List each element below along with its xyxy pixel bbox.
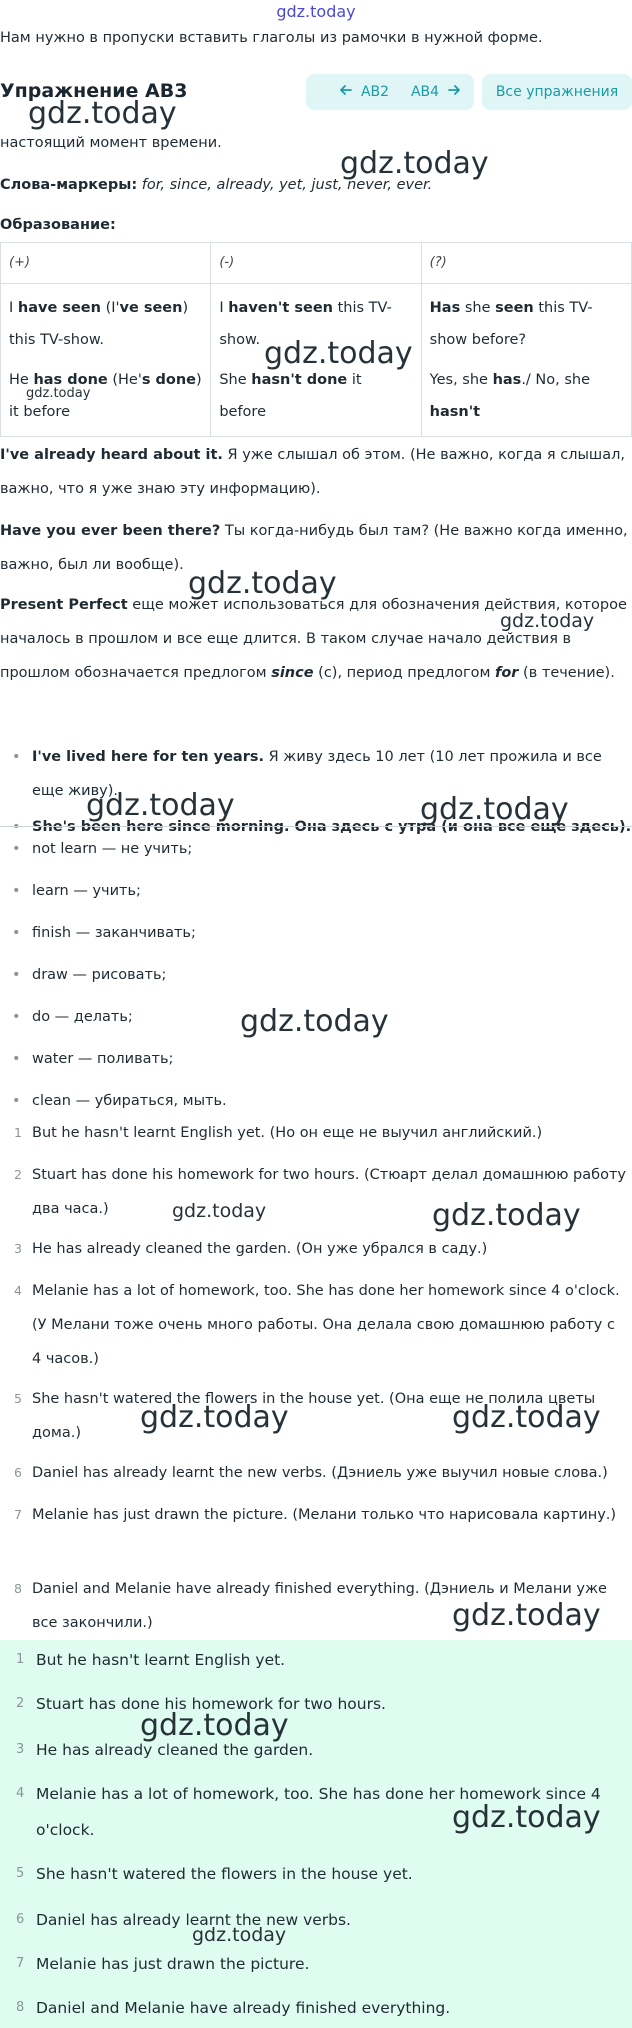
watermark: gdz.today: [452, 1800, 601, 1835]
watermark: gdz.today: [172, 1200, 267, 1222]
header-negative: (-): [211, 243, 421, 284]
table-row: [1, 284, 632, 437]
watermark: gdz.today: [188, 566, 337, 601]
positive-cell: [1, 284, 211, 437]
list-item: • I've lived here for ten years. Я живу здесь 10 лет (10 лет прожила и все еще живу).: [0, 740, 632, 810]
watermark: gdz.today: [432, 1198, 581, 1233]
watermark: gdz.today: [192, 1924, 287, 1946]
watermark: gdz.today: [140, 1400, 289, 1435]
watermark: gdz.today: [28, 96, 177, 131]
positive-example-1: I have seen (I've seen) this TV-show.: [9, 300, 189, 348]
watermark: gdz.today: [86, 788, 235, 823]
negative-example-2: She hasn't done it before: [219, 372, 362, 420]
watermark: gdz.today: [420, 792, 569, 827]
header-question: (?): [421, 243, 631, 284]
markers-label: Слова-маркеры:: [0, 177, 138, 193]
example-cut: She's been here since morning. Она здесь с утра (и она все еще здесь).: [32, 819, 632, 835]
example-lived: I've lived here for ten years. Я живу здесь 10 лет (10 лет прожила и все еще живу).: [32, 749, 602, 799]
question-example-2: Yes, she has./ No, she hasn't: [429, 372, 591, 420]
exercise-title: Упражнение AB3: [0, 80, 188, 102]
watermark: gdz.today: [452, 1598, 601, 1633]
watermark: gdz.today: [452, 1400, 601, 1435]
theory-line: настоящий момент времени.: [0, 135, 222, 151]
example-heard: I've already heard about it. Я уже слышал об этом. (Не важно, когда я слышал, важно, что я уже знаю эту информацию).: [0, 447, 625, 497]
table-header-row: [1, 243, 632, 284]
watermark: gdz.today: [26, 386, 91, 401]
next-exercise-label: AB4: [410, 84, 440, 100]
header-positive: (+): [1, 243, 211, 284]
positive-example-2: He has done (He's done) it before: [9, 372, 202, 420]
watermark: gdz.today: [340, 146, 489, 181]
prev-exercise-label: AB2: [360, 84, 390, 100]
negative-cell: [211, 284, 421, 437]
markers-list: for, since, already, yet, just, never, ever.: [141, 177, 433, 193]
markers-line: [0, 168, 632, 202]
watermark: gdz.today: [240, 1004, 389, 1039]
divider: [0, 826, 632, 830]
all-exercises-button[interactable]: Все упражнения: [482, 74, 632, 110]
list-item: • She's been here since morning. Она здесь с утра (и она все еще здесь).: [0, 810, 632, 826]
intro-text: Нам нужно в пропуски вставить глаголы из рамочки в нужной форме.: [0, 30, 543, 46]
question-cell: [421, 284, 631, 437]
watermark: gdz.today: [276, 2, 356, 21]
example-been: Have you ever been there? Ты когда-нибудь был там? (Не важно когда именно, важно, был ли вообще).: [0, 523, 628, 573]
present-perfect-paragraph: Present Perfect еще может использоваться для обозначения действия, которое началось в прошлом и все еще длится. В таком случае начало действия в прошлом обозначается предлогом since (с), период предлогом for (в течение).: [0, 597, 627, 681]
watermark: gdz.today: [140, 1708, 289, 1743]
next-exercise-button[interactable]: [398, 74, 474, 110]
arrow-right-icon: [447, 83, 461, 101]
formation-table: [0, 242, 632, 437]
watermark: gdz.today: [500, 610, 595, 632]
question-example-1: Has she seen this TV-show before?: [429, 300, 593, 348]
watermark: gdz.today: [264, 336, 413, 371]
negative-example-1: I haven't seen this TV-show.: [219, 300, 392, 348]
arrow-left-icon: [339, 83, 353, 101]
formation-label: Образование:: [0, 217, 116, 233]
